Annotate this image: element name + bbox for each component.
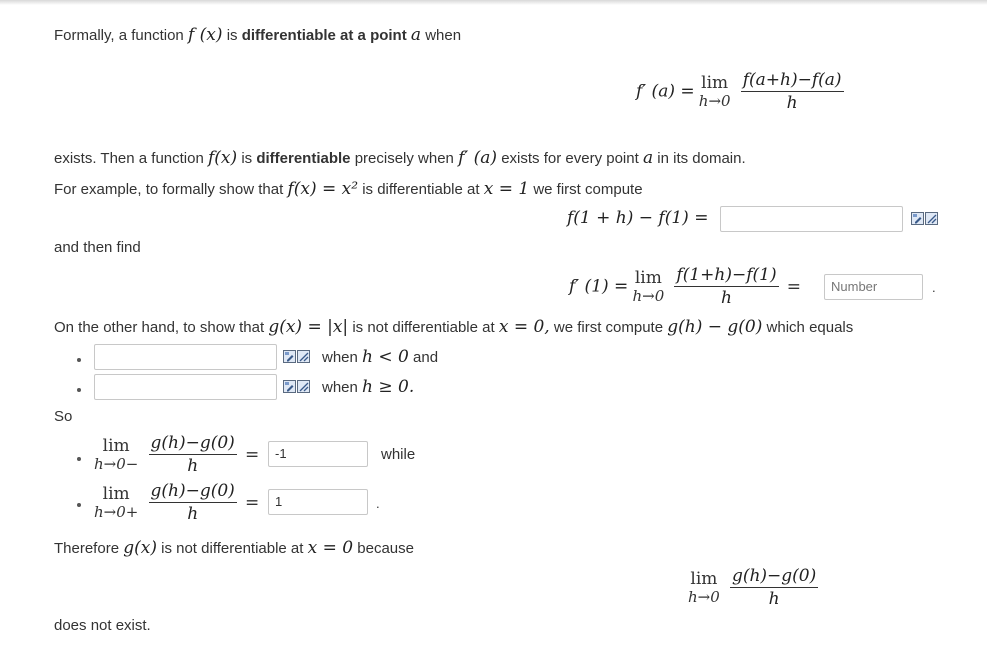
formula-editor-icon-2[interactable]	[297, 380, 310, 393]
bullet	[77, 388, 81, 392]
formula-editor-icon-2[interactable]	[925, 212, 938, 225]
left-limit: lim h→0− $\frac{g(h)-g(0)}{h}$ =	[94, 433, 260, 476]
period: .	[376, 496, 380, 511]
difference-quotient: $\frac{g(h)-g(0)}{h}$	[150, 481, 235, 524]
derivative-at-1: f′ (1) = lim h→0 $\frac{f(1+h)-f(1)}{h}$ =	[569, 265, 802, 308]
difference-quotient: $\frac{f(1+h)-f(1)}{h}$	[676, 265, 777, 308]
positive-case-input[interactable]	[94, 374, 277, 400]
does-not-exist-text: does not exist.	[54, 617, 151, 634]
negative-case-input[interactable]	[94, 344, 277, 370]
period: .	[932, 280, 936, 295]
negative-case-condition: when h < 0 and	[322, 347, 439, 367]
formula-editor-icon[interactable]	[283, 380, 296, 393]
final-limit	[688, 566, 818, 609]
top-shadow-bar	[0, 0, 987, 5]
so-text: So	[54, 408, 73, 425]
bullet	[77, 358, 81, 362]
while-text: while	[381, 446, 416, 463]
number-input[interactable]: Number	[824, 274, 923, 300]
difference-input[interactable]	[720, 206, 903, 232]
difference-expression: f(1 + h) − f(1) =	[567, 208, 709, 228]
definition-intro: Formally, a function f (x) is differentiable at a point a when	[54, 25, 462, 45]
therefore-text: Therefore g(x) is not differentiable at x = 0 because	[54, 538, 414, 558]
bullet	[77, 503, 81, 507]
positive-case-condition: when h ≥ 0.	[322, 377, 415, 397]
then-find-text: and then find	[54, 239, 141, 256]
limit-operator: lim h→0	[688, 568, 720, 606]
derivative-definition: f′ (a) = lim h→0 $\frac{f(a+h)-f(a)}{h}$	[636, 70, 842, 113]
difference-quotient: $\frac{g(h)-g(0)}{h}$	[731, 566, 817, 609]
formula-editor-icon-2[interactable]	[297, 350, 310, 363]
right-limit-input[interactable]: 1	[268, 489, 368, 515]
differentiable-definition: exists. Then a function f(x) is differentiable precisely when f′ (a) exists for every point a in its domain.	[54, 148, 746, 168]
example-intro: For example, to formally show that f(x) = x² is differentiable at x = 1 we first compute	[54, 179, 643, 199]
limit-operator: lim h→0	[632, 267, 665, 305]
formula-editor-icon[interactable]	[283, 350, 296, 363]
left-limit-input[interactable]: -1	[268, 441, 368, 467]
difference-quotient: $\frac{f(a+h)-f(a)}{h}$	[742, 70, 842, 113]
limit-operator: lim h→0	[698, 72, 731, 110]
bullet	[77, 457, 81, 461]
other-hand-text: On the other hand, to show that g(x) = |x| is not differentiable at x = 0, we first compute g(h) − g(0) which equals	[54, 317, 854, 337]
limit-operator: lim h→0+	[94, 483, 139, 521]
formula-editor-icon[interactable]	[911, 212, 924, 225]
right-limit: lim h→0+ $\frac{g(h)-g(0)}{h}$ =	[94, 481, 260, 524]
difference-quotient: $\frac{g(h)-g(0)}{h}$	[150, 433, 235, 476]
limit-operator: lim h→0−	[94, 435, 139, 473]
